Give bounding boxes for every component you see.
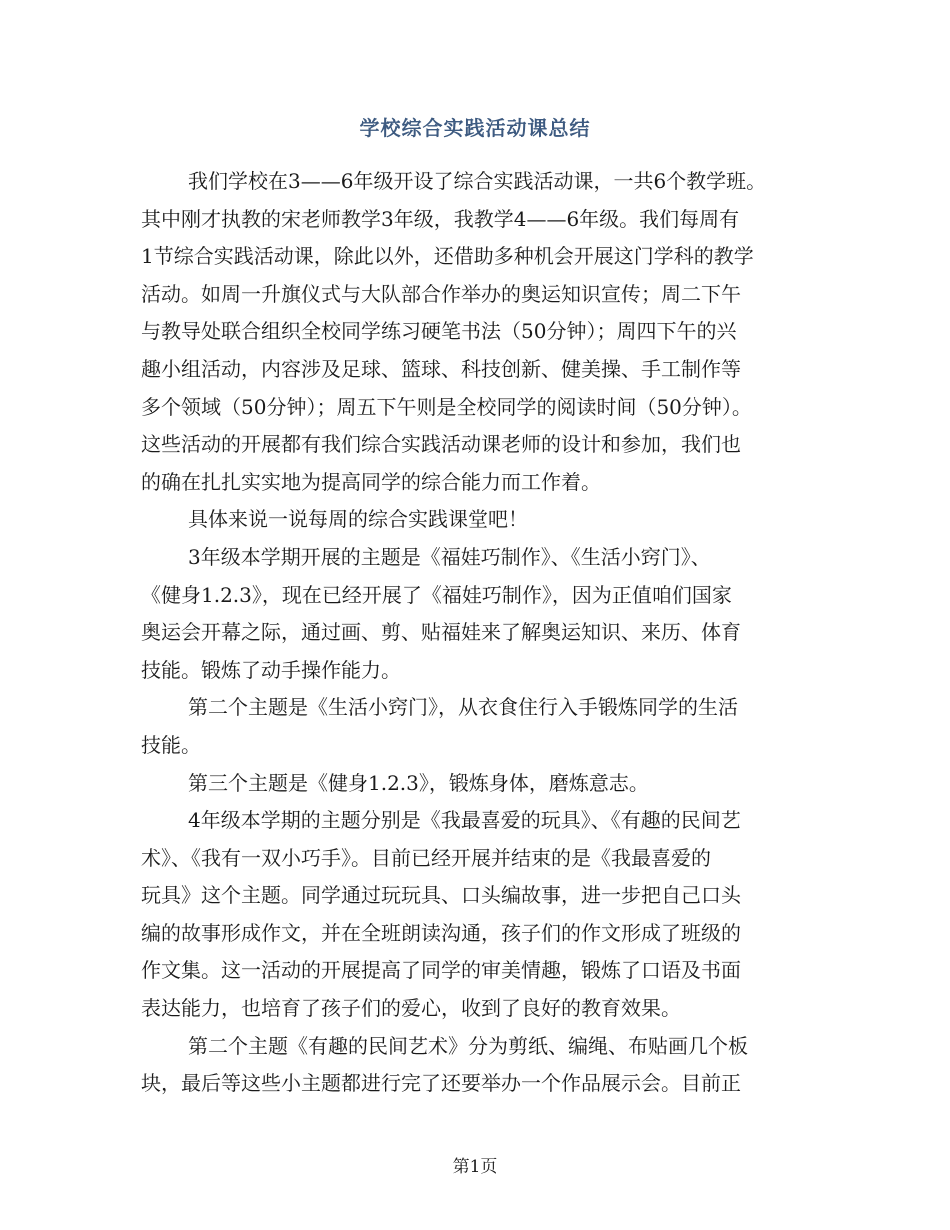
- page-number: 第1页: [452, 1157, 498, 1177]
- text-line: 多个领域（50分钟）；周五下午则是全校同学的阅读时间（50分钟）。: [141, 394, 752, 419]
- text-line: 的确在扎扎实实地为提高同学的综合能力而工作着。: [141, 469, 601, 494]
- text-line: 作文集。这一活动的开展提高了同学的审美情趣，锻炼了口语及书面: [141, 958, 741, 983]
- text-line: 1节综合实践活动课，除此以外，还借助多种机会开展这门学科的教学: [141, 244, 754, 269]
- document-title: 学校综合实践活动课总结: [359, 116, 591, 140]
- text-line: 活动。如周一升旗仪式与大队部合作举办的奥运知识宣传；周二下午: [141, 281, 741, 306]
- text-line: 4年级本学期的主题分别是《我最喜爱的玩具》、《有趣的民间艺: [188, 808, 741, 833]
- text-line: 我们学校在3——6年级开设了综合实践活动课，一共6个教学班。: [188, 169, 767, 193]
- text-line: 其中刚才执教的宋老师教学3年级，我教学4——6年级。我们每周有: [141, 206, 740, 231]
- document-body: [141, 163, 817, 1103]
- text-line: 编的故事形成作文，并在全班朗读沟通，孩子们的作文形成了班级的: [141, 920, 741, 945]
- text-line: 这些活动的开展都有我们综合实践活动课老师的设计和参加，我们也: [141, 432, 741, 457]
- text-line: 与教导处联合组织全校同学练习硬笔书法（50分钟）；周四下午的兴: [141, 319, 737, 344]
- text-line: 第二个主题《有趣的民间艺术》分为剪纸、编绳、布贴画几个板: [188, 1033, 748, 1058]
- text-line: 术》、《我有一双小巧手》。目前已经开展并结束的是《我最喜爱的: [141, 845, 711, 870]
- text-line: 《健身1.2.3》，现在已经开展了《福娃巧制作》，因为正值咱们国家: [141, 582, 732, 607]
- text-line: 表达能力，也培育了孩子们的爱心，收到了良好的教育效果。: [141, 996, 681, 1021]
- text-line: 块，最后等这些小主题都进行完了还要举办一个作品展示会。目前正: [141, 1071, 741, 1096]
- text-line: 3年级本学期开展的主题是《福娃巧制作》、《生活小窍门》、: [188, 544, 711, 569]
- text-line: 技能。: [141, 732, 201, 757]
- text-line: 玩具》这个主题。同学通过玩玩具、口头编故事，进一步把自己口头: [141, 883, 741, 908]
- text-line: 具体来说一说每周的综合实践课堂吧！: [188, 507, 528, 532]
- text-line: 奥运会开幕之际，通过画、剪、贴福娃来了解奥运知识、来历、体育: [141, 620, 741, 645]
- text-line: 技能。锻炼了动手操作能力。: [141, 657, 401, 682]
- text-line: 第二个主题是《生活小窍门》，从衣食住行入手锻炼同学的生活: [188, 695, 738, 720]
- text-line: 趣小组活动，内容涉及足球、篮球、科技创新、健美操、手工制作等: [141, 356, 741, 381]
- text-line: 第三个主题是《健身1.2.3》，锻炼身体，磨炼意志。: [188, 770, 649, 795]
